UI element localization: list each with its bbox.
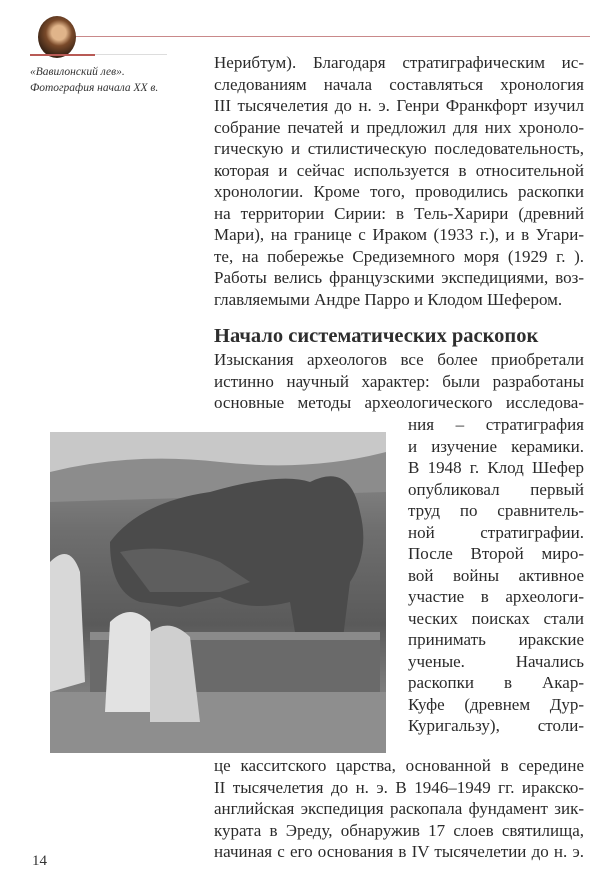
section-heading: Начало систематических раскопок — [214, 325, 539, 347]
text-line: ния – стратиграфия — [408, 415, 584, 434]
text-line: на территории Сирии: в Тель-Харири (древний — [214, 203, 584, 223]
text-line: III тысячелетия до н. э. Генри Франкфорт изучил — [214, 96, 584, 115]
photo-caption: «Вавилонский лев». Фотография начала XX в. — [30, 66, 159, 94]
text-line: ческих поисках стали — [408, 608, 584, 628]
text-line: раскопки в Акар- — [408, 673, 584, 692]
text-line: Мари), на границе с Ираком (1933 г.), и в Угари- — [214, 225, 584, 244]
text-line: собрание печатей и предложил для них хроноло- — [214, 117, 584, 137]
text-line: которая и сейчас используется в относительной — [214, 160, 584, 180]
caption-rule-accent — [30, 54, 95, 56]
text-line: главляемыми Андре Парро и Клодом Шефером. — [214, 289, 563, 309]
page-number: 14 — [32, 853, 47, 869]
text-line: вой войны активное — [408, 565, 584, 585]
text-line: опубликовал первый — [408, 479, 584, 499]
text-line: и изучение керамики. — [408, 436, 584, 456]
text-line: истинно научный характер: были разработаны — [214, 371, 584, 391]
text-line: принимать иракские — [408, 630, 584, 649]
text-line: хронологии. Кроме того, проводились раскопки — [214, 182, 584, 201]
caption-rule — [95, 54, 167, 55]
text-line: Куригальзу), столи- — [408, 716, 584, 735]
text-line: начиная с его основания в IV тысячелетии до н. э. — [214, 842, 584, 861]
text-line: Изыскания археологов все более приобретали — [214, 350, 584, 369]
text-line: ученые. Начались — [408, 651, 584, 671]
text-line: следованиям начала составляться хронология — [214, 74, 584, 94]
text-line: Куфе (древнем Дур- — [408, 694, 584, 714]
text-line: труд по сравнитель- — [408, 501, 584, 520]
text-line: ной стратиграфии. — [408, 522, 584, 542]
text-line: те, на побережье Средиземного моря (1929 г. ). — [214, 246, 584, 266]
text-line: Нерибтум). Благодаря стратиграфическим ис- — [214, 53, 584, 72]
babylonian-lion-photo — [50, 432, 386, 753]
text-line: гическую и стилистическую последовательность, — [214, 139, 584, 158]
text-line: це касситского царства, основанной в середине — [214, 756, 584, 775]
text-line: основные методы археологического исследова- — [214, 393, 584, 412]
text-line: Работы велись французскими экспедициями, воз- — [214, 268, 584, 287]
header-rule — [72, 36, 590, 37]
text-line: курата в Эреду, обнаружив 17 слоев святилища, — [214, 820, 584, 840]
text-line: После Второй миро- — [408, 544, 584, 563]
text-line: английская экспедиция раскопала фундамент зик- — [214, 799, 584, 818]
author-portrait — [38, 16, 76, 58]
text-line: В 1948 г. Клод Шефер — [408, 458, 584, 477]
text-line: участие в археологи- — [408, 587, 584, 606]
text-line: II тысячелетия до н. э. В 1946–1949 гг. иракско- — [214, 777, 584, 797]
